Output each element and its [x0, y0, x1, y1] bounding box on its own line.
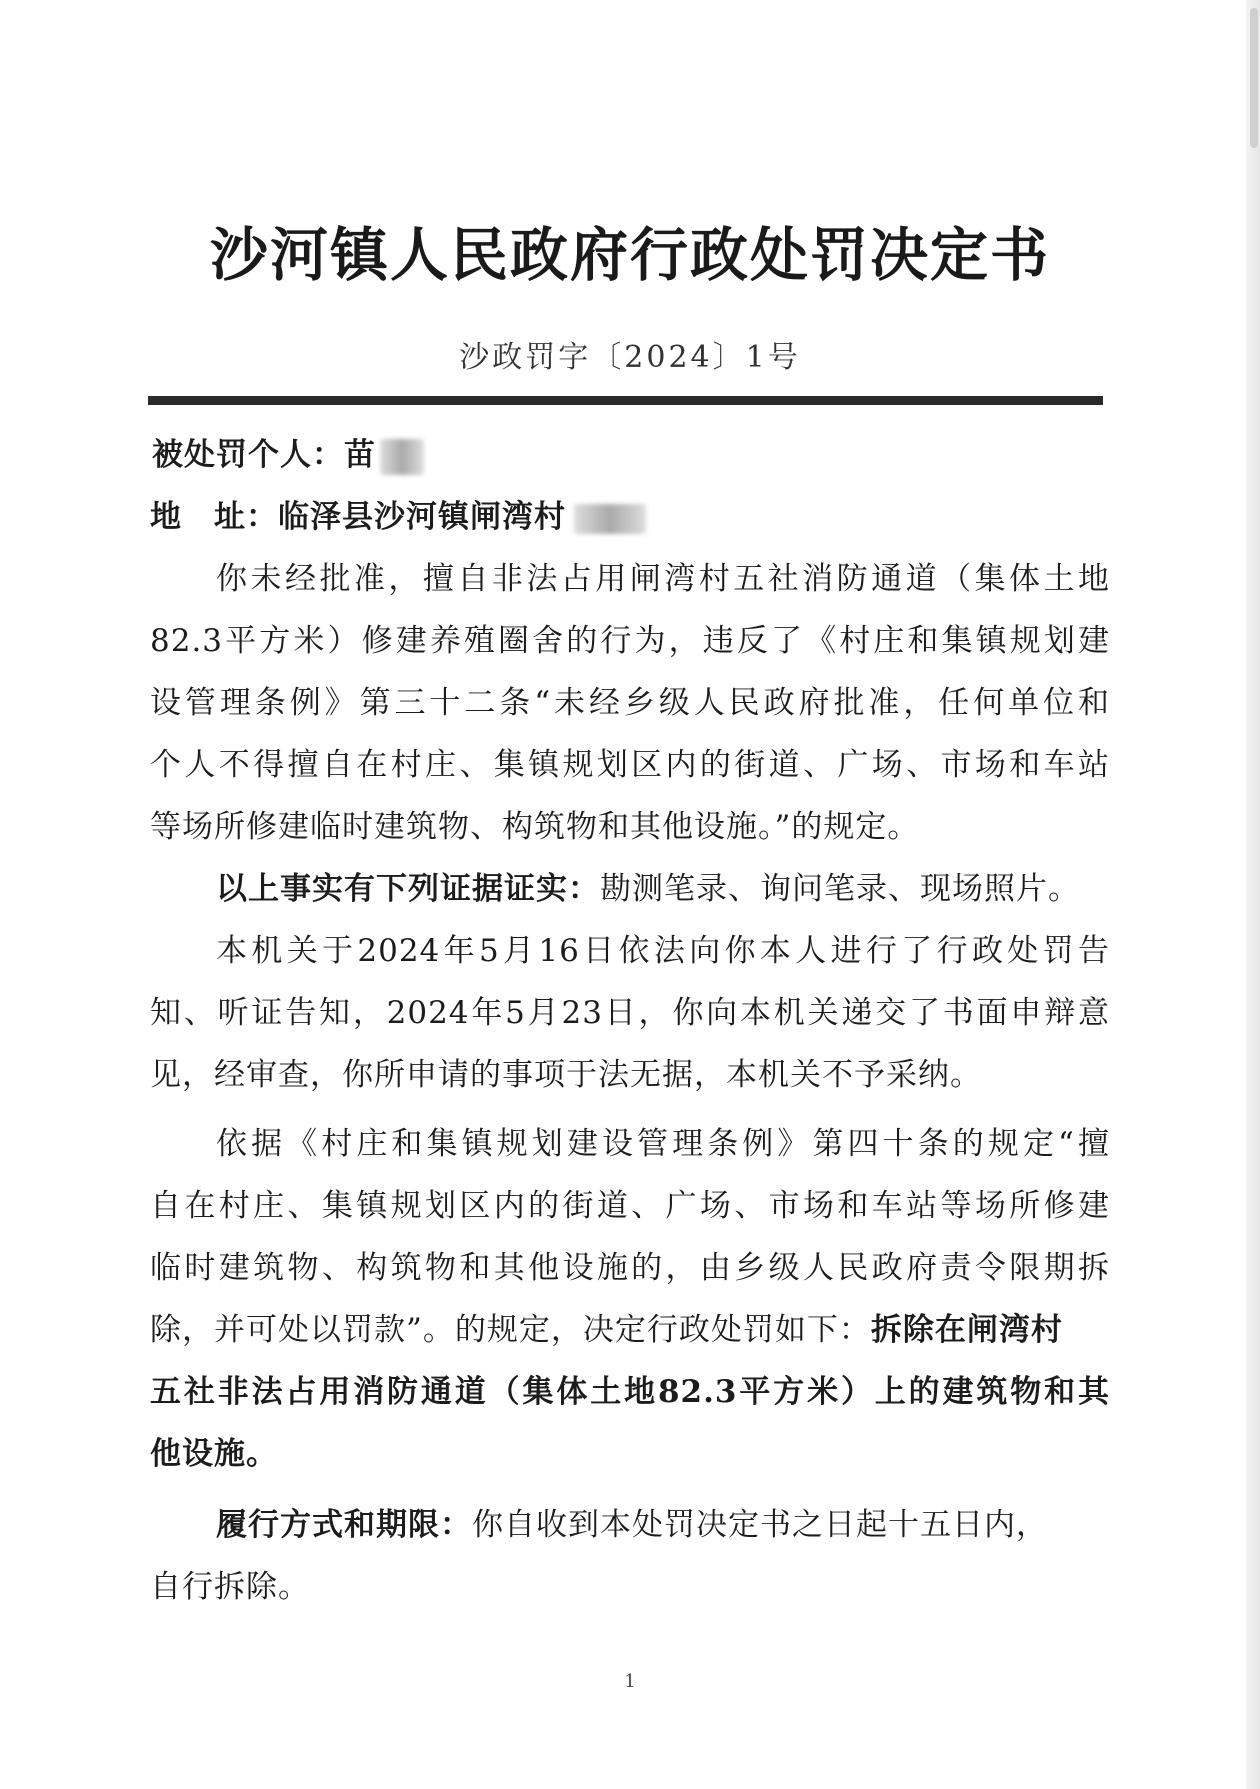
decision-line-1-bold: 拆除在闸湾村 [870, 1312, 1063, 1348]
party-address-line [150, 497, 1110, 537]
evidence-line [150, 869, 1110, 909]
document-number: 沙政罚字〔2024〕1号 [459, 340, 801, 375]
facts-line-4: 个人不得擅自在村庄、集镇规划区内的街道、广场、市场和车站 [150, 747, 1110, 783]
facts-line-1: 你未经批准，擅自非法占用闸湾村五社消防通道（集体土地 [216, 561, 1110, 597]
hearing-line-3: 见，经审查，你所申请的事项于法无据，本机关不予采纳。 [150, 1057, 982, 1093]
decision-line-1 [150, 1310, 1110, 1350]
deadline-label: 履行方式和期限： [216, 1507, 472, 1543]
deadline-line-1 [150, 1505, 1110, 1545]
redacted-name [380, 439, 424, 475]
page-number: 1 [624, 1671, 636, 1692]
redacted-address [574, 504, 646, 534]
basis-line-3: 临时建筑物、构筑物和其他设施的，由乡级人民政府责令限期拆 [150, 1250, 1110, 1286]
hearing-line-1: 本机关于2024年5月16日依法向你本人进行了行政处罚告 [216, 933, 1110, 969]
party-name-visible: 苗 [344, 437, 376, 473]
evidence-text: 勘测笔录、询问笔录、现场照片。 [600, 871, 1080, 907]
facts-line-3: 设管理条例》第三十二条“未经乡级人民政府批准，任何单位和 [150, 685, 1110, 721]
deadline-line-2: 自行拆除。 [150, 1569, 310, 1605]
basis-line-2: 自在村庄、集镇规划区内的街道、广场、市场和车站等场所修建 [150, 1188, 1110, 1224]
decision-line-1-normal: 除，并可处以罚款”。的规定，决定行政处罚如下： [150, 1312, 871, 1348]
decision-line-3: 他设施。 [150, 1436, 278, 1472]
page-edge [1246, 0, 1260, 1789]
party-name-label: 被处罚个人： [152, 437, 344, 473]
party-name-line [152, 435, 1112, 475]
document-title: 沙河镇人民政府行政处罚决定书 [209, 221, 1050, 289]
scroll-mark [1250, 8, 1258, 148]
hearing-line-2: 知、听证告知，2024年5月23日，你向本机关递交了书面申辩意 [150, 995, 1110, 1031]
party-address-visible: 临泽县沙河镇闸湾村 [278, 499, 566, 535]
evidence-label: 以上事实有下列证据证实： [216, 871, 600, 907]
deadline-text: 你自收到本处罚决定书之日起十五日内， [472, 1507, 1048, 1543]
basis-line-1: 依据《村庄和集镇规划建设管理条例》第四十条的规定“擅 [216, 1126, 1110, 1162]
facts-line-2: 82.3平方米）修建养殖圈舍的行为，违反了《村庄和集镇规划建 [150, 623, 1110, 659]
party-address-label: 地 址： [150, 499, 278, 535]
decision-line-2: 五社非法占用消防通道（集体土地82.3平方米）上的建筑物和其 [150, 1374, 1110, 1410]
header-rule [148, 396, 1103, 405]
facts-line-5: 等场所修建临时建筑物、构筑物和其他设施。”的规定。 [150, 809, 920, 845]
